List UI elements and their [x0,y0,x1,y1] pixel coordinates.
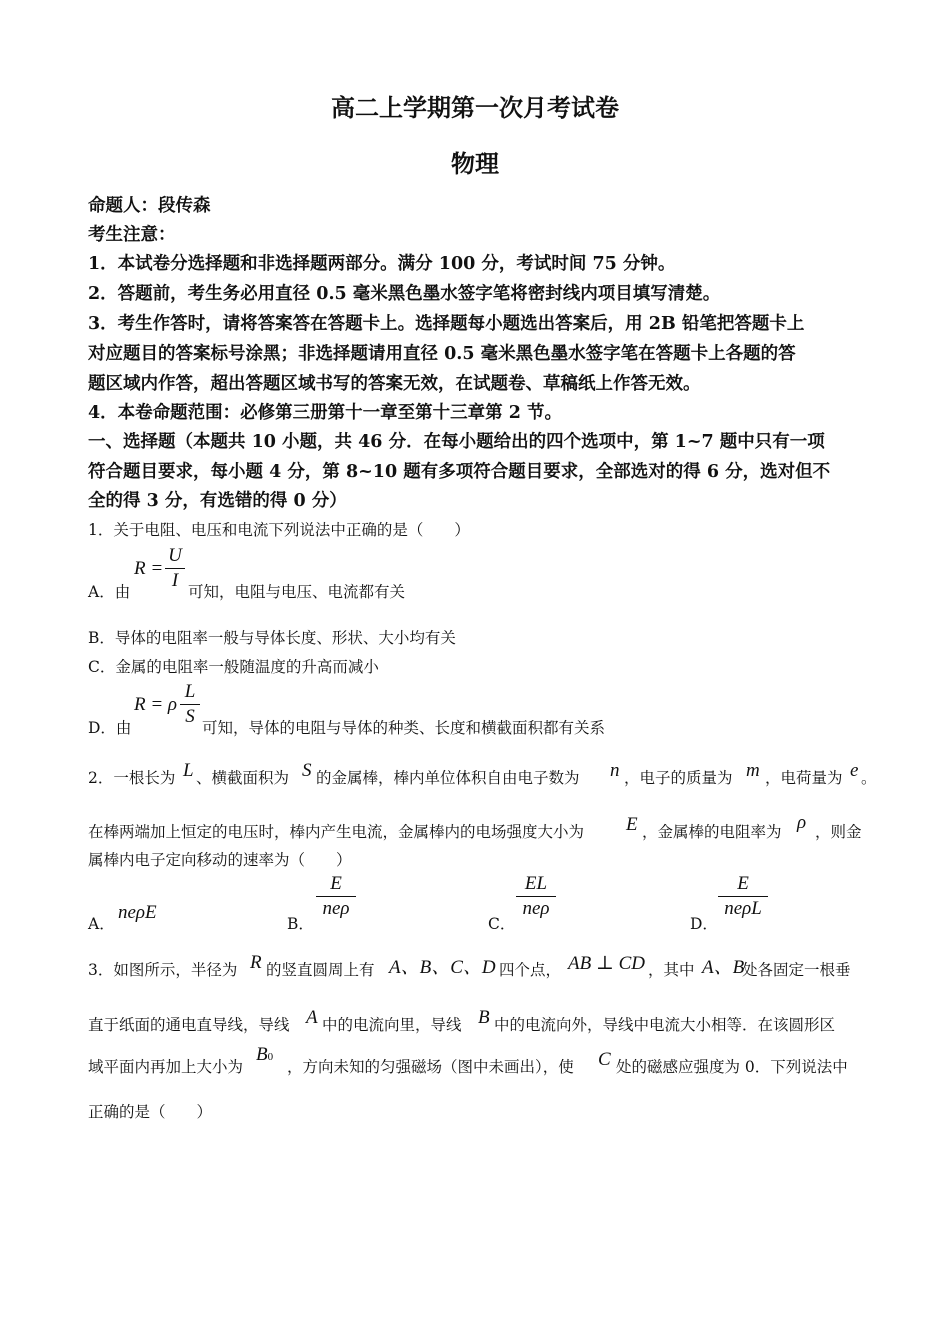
q1-a-formula-lhs: R = [134,558,164,579]
q2-b-numerator: E [330,873,342,894]
q3-points: A、B、C、D [389,957,496,978]
q1-d-prefix: D．由 [88,719,132,737]
q1-option-b: B．导体的电阻率一般与导体长度、形状、大小均有关 [88,629,456,647]
notice-item-1: 1．本试卷分选择题和非选择题两部分。满分 100 分，考试时间 75 分钟。 [88,254,676,274]
q2-a-formula: neρE [118,902,157,923]
q3-line3-b: ，方向未知的匀强磁场（图中未画出），使 [287,1058,574,1076]
section-heading: 一、选择题（本题共 10 小题，共 46 分．在每小题给出的四个选项中，第 1~7 题中只有一项 [88,432,825,452]
notice-heading: 考生注意： [88,225,176,245]
q3-line2-a: 直于纸面的通电直导线，导线 [88,1016,290,1034]
notice-item-3-cont2: 题区域内作答，超出答题区域书写的答案无效，在试题卷、草稿纸上作答无效。 [88,374,701,394]
q2-var-E: E [626,814,638,835]
subject-title: 物理 [451,149,499,178]
q2-text-2: 、横截面积为 [196,769,290,787]
author-line: 命题人：段传森 [88,196,211,216]
q1-d-denominator: S [185,706,195,727]
q2-line2-b: ，金属棒的电阻率为 [642,823,782,841]
q2-b-denominator: neρ [322,898,350,919]
q1-a-fraction [165,545,185,592]
q3-line2-c: 中的电流向外，导线中电流大小相等．在该圆形区 [494,1016,836,1034]
q1-option-c: C．金属的电阻率一般随温度的升高而减小 [88,658,379,676]
notice-item-3-cont: 对应题目的答案标号涂黑；非选择题请用直径 0.5 毫米黑色墨水签字笔在答题卡上各题的答 [88,344,796,364]
q2-line2-a: 在棒两端加上恒定的电压时，棒内产生电流，金属棒内的电场强度大小为 [88,823,585,841]
q1-a-text: 可知，电阻与电压、电流都有关 [188,583,406,601]
q2-var-e: e [850,760,859,781]
notice-item-2: 2．答题前，考生务必用直径 0.5 毫米黑色墨水签字笔将密封线内项目填写清楚。 [88,284,721,304]
q3-text-1: 3．如图所示，半径为 [88,961,238,979]
q3-line3-a: 域平面内再加上大小为 [88,1058,244,1076]
q3-line2-b: 中的电流向里，导线 [322,1016,462,1034]
q2-c-label: C． [488,915,516,933]
q3-B0-base: B [256,1044,268,1065]
q2-line2-c: ，则金 [815,823,862,841]
q2-text-5: ，电荷量为 [765,769,843,787]
q1-a-denominator: I [171,570,179,591]
q2-c-denominator: neρ [522,898,550,919]
q3-var-B0 [256,1044,273,1066]
q3-text-4: ，其中 [648,961,695,979]
q2-text-6: 。 [861,769,877,787]
notice-item-4: 4．本卷命题范围：必修第三册第十一章至第十三章第 2 节。 [88,403,563,423]
q3-var-A: A [306,1007,318,1028]
q2-var-n: n [610,760,620,781]
q3-text-3: 四个点， [499,961,562,979]
q1-a-prefix: A．由 [88,583,131,601]
q3-B0-subscript: 0 [267,1051,274,1063]
q1-d-fraction [180,681,200,728]
q2-a-label: A． [88,915,115,933]
q3-text-5: 处各固定一根垂 [742,961,851,979]
q3-var-C: C [598,1049,611,1070]
q3-perp: AB ⊥ CD [568,953,645,974]
q2-d-fraction [718,873,768,920]
q1-stem: 1．关于电阻、电压和电流下列说法中正确的是（ ） [88,521,470,539]
q1-d-formula-lhs: R = ρ [134,694,178,715]
q2-var-L: L [183,760,194,781]
q3-var-B: B [478,1007,490,1028]
q2-c-fraction [516,873,556,920]
q2-b-fraction [316,873,356,920]
q2-var-m: m [746,760,760,781]
q2-d-label: D． [690,915,718,933]
notice-item-3: 3．考生作答时，请将答案答在答题卡上。选择题每小题选出答案后，用 2B 铅笔把答题卡上 [88,314,805,334]
q2-text-4: ，电子的质量为 [624,769,733,787]
section-heading-line3: 全的得 3 分，有选错的得 0 分） [88,491,347,511]
q2-var-S: S [302,760,312,781]
q2-b-label: B． [287,915,314,933]
q3-var-AB: A、B [702,957,745,978]
q2-c-numerator: EL [524,873,548,894]
q2-d-denominator: neρL [724,898,762,919]
q1-d-numerator: L [184,681,196,702]
q1-a-numerator: U [168,545,182,566]
q2-var-rho: ρ [797,812,807,833]
exam-title: 高二上学期第一次月考试卷 [331,93,619,122]
q3-stem-line4: 正确的是（ ） [88,1103,213,1121]
q1-d-text: 可知，导体的电阻与导体的种类、长度和横截面积都有关系 [202,719,606,737]
q3-var-R: R [250,952,262,973]
section-heading-line2: 符合题目要求，每小题 4 分，第 8~10 题有多项符合题目要求，全部选对的得 6 分，选对但不 [88,462,831,482]
q2-text-3: 的金属棒，棒内单位体积自由电子数为 [316,769,580,787]
q2-stem-line3: 属棒内电子定向移动的速率为（ ） [88,851,352,869]
q3-line3-c: 处的磁感应强度为 0．下列说法中 [616,1058,848,1076]
q2-text-1: 2．一根长为 [88,769,176,787]
q2-d-numerator: E [737,873,749,894]
q3-text-2: 的竖直圆周上有 [266,961,375,979]
